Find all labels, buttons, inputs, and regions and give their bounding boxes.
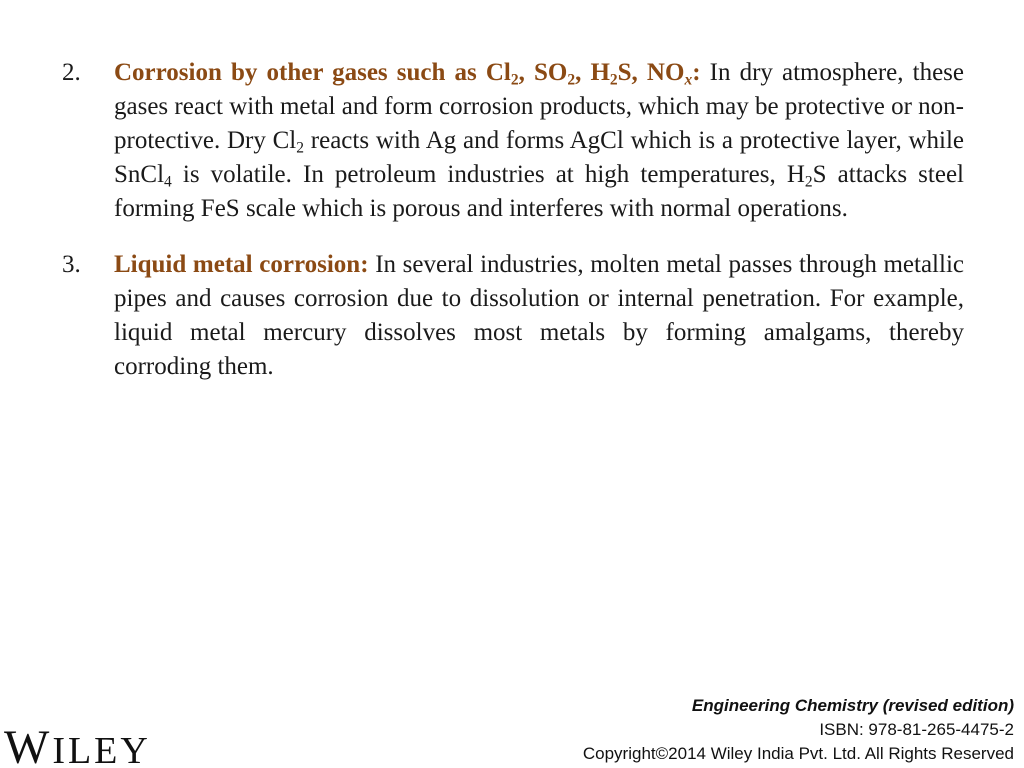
book-title: Engineering Chemistry (revised edition)	[691, 696, 1014, 715]
footer-info	[583, 694, 1014, 766]
list-item	[62, 56, 964, 226]
list-item	[62, 248, 964, 384]
content-list	[62, 56, 964, 406]
item-text: In dry atmosphere, these gases react with metal and form corrosion products, which may be protective or non-protective. Dry $Cl_2$ reacts with Ag and forms AgCl which is a protective layer, while SnCl$_4$ is volatile. In petroleum industries at high temperatures, $H_2S$ attacks steel forming FeS scale which is porous and interferes with normal operations.	[114, 59, 965, 222]
item-number: 3.	[62, 251, 81, 278]
copyright: Copyright©2014 Wiley India Pvt. Ltd. All Rights Reserved	[582, 744, 1014, 763]
item-heading: Corrosion by other gases such as $Cl_2$, $SO_2$, $H_2S$, $NO_x$:	[114, 59, 701, 89]
item-number: 2.	[62, 59, 81, 86]
item-heading: Liquid metal corrosion:	[114, 251, 369, 278]
isbn: ISBN: 978-81-265-4475-2	[819, 720, 1014, 739]
item-body	[114, 56, 964, 226]
item-body	[114, 248, 964, 384]
wiley-logo: WILEY	[4, 721, 151, 768]
item-text: In several industries, molten metal passes through metallic pipes and causes corrosion due to dissolution or internal penetration. For example, liquid metal mercury dissolves most metals by forming amalgams, thereby corroding them.	[114, 251, 964, 380]
